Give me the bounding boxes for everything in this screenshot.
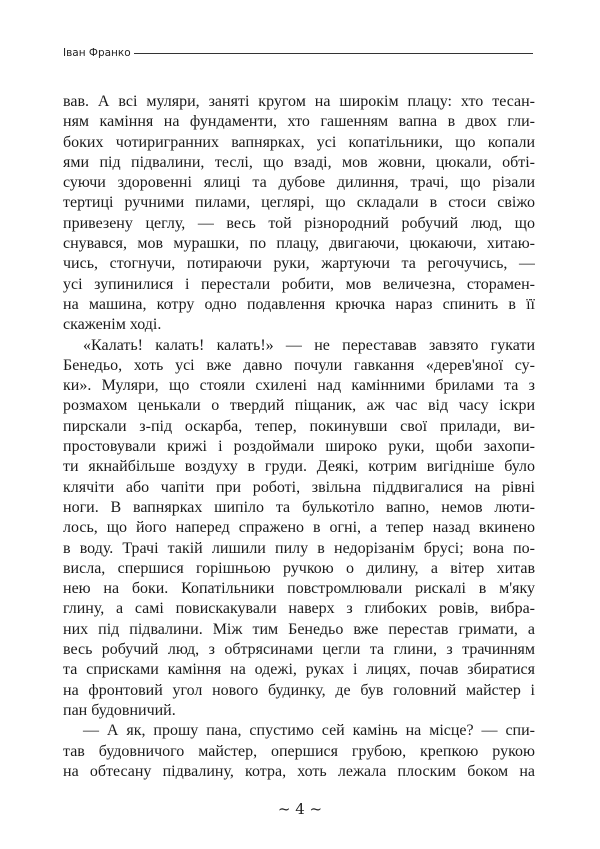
text-line: пан будовничий. — [63, 701, 176, 719]
text-line: скаженім ході. — [63, 316, 162, 334]
header-rule — [134, 53, 533, 54]
text-line: клячіти або чапіти при роботі, звільна піддвигалися на рівні — [63, 478, 535, 496]
page-number: ~ 4 ~ — [277, 800, 323, 818]
text-line: весь робучий люд, з обтрясинами цегли та глини, з трачинням — [63, 641, 535, 659]
text-line: вав. А всі муляри, заняті кругом на широкім плацу: хто тесан- — [63, 93, 535, 110]
text-line: тав будовничого майстер, опершися грубою, крепкою рукою — [63, 742, 535, 760]
page-body-text — [63, 92, 535, 782]
text-line: нею на боки. Копатільники повстромлювали рискалі в м'яку — [63, 580, 535, 598]
text-line: суючи здоровенні ялиці та дубове дилиння, трачі, що різали — [63, 174, 535, 192]
text-line: ням каміння на фундаменти, хто гашенням вапна в двох гли- — [63, 113, 535, 131]
header-author: Іван Франко — [63, 47, 131, 59]
text-line: глину, а самі повискакували наверх з глибоких ровів, вибра- — [63, 600, 535, 618]
text-line: них під підвалини. Між тим Бенедьо вже перестав гримати, а — [63, 620, 535, 638]
text-line: привезену цеглу, — весь той різнородний робучий люд, що — [63, 214, 535, 232]
text-line: ноги. В вапнярках шипіло та булькотіло вапно, немов люти- — [63, 498, 535, 516]
text-line: чись, стогнучи, потираючи руки, жартуючи та регочучись, — — [63, 255, 535, 273]
text-line: ями під підвалини, теслі, що взаді, мов жовни, цюкали, обті- — [63, 153, 535, 171]
text-line: боких чотиригранних вапнярках, усі копатільники, що копали — [63, 133, 535, 151]
text-line: Бенедьо, хоть усі вже давно почули гавкання «дерев'яної су- — [63, 356, 535, 374]
text-line: — А як, прошу пана, спустимо сей камінь на місце? — спи- — [83, 722, 535, 740]
text-line: висла, спершися горішньою ручкою о дилину, а вітер хитав — [63, 559, 535, 577]
text-line: в воду. Трачі такій лишили пилу в недорізанім брусі; вона по- — [63, 539, 535, 557]
text-line: «Калать! калать! калать!» — не переставав завзято гукати — [83, 336, 535, 354]
text-line: та сприсками каміння на одежі, руках і лицях, почав збиратися — [63, 661, 535, 679]
text-line: розмахом ценькали о твердий піщаник, аж час від часу іскри — [63, 397, 535, 415]
text-line: снувався, мов мурашки, по плацу, двигаючи, цюкаючи, хитаю- — [63, 235, 535, 253]
text-line: на машина, котру одно подавлення крючка нараз спинить в її — [63, 295, 535, 313]
text-line: на обтесану підвалину, котра, хоть лежала плоским боком на — [63, 762, 535, 780]
text-line: усі зупинилися і перестали робити, мов величезна, сторамен- — [63, 275, 535, 293]
running-header — [63, 47, 533, 59]
text-line: ки». Муляри, що стояли схилені над камінними брилами та з — [63, 377, 535, 395]
text-line: на фронтовий угол нового будинку, де був головний майстер і — [63, 681, 535, 699]
text-line: простовували крижі і роздоймали широко руки, щоби захопи- — [63, 438, 535, 456]
text-line: тертиці ручними пилами, цеглярі, що складали в стоси свіжо — [63, 194, 535, 212]
text-line: лось, що його наперед спражено в огні, а тепер назад вкинено — [63, 519, 535, 537]
text-line: пирскали з-під оскарба, тепер, покинувши свої прилади, ви- — [63, 417, 535, 435]
text-line: ти якнайбільше воздуху в груди. Деякі, котрим вигідніше було — [63, 458, 535, 476]
